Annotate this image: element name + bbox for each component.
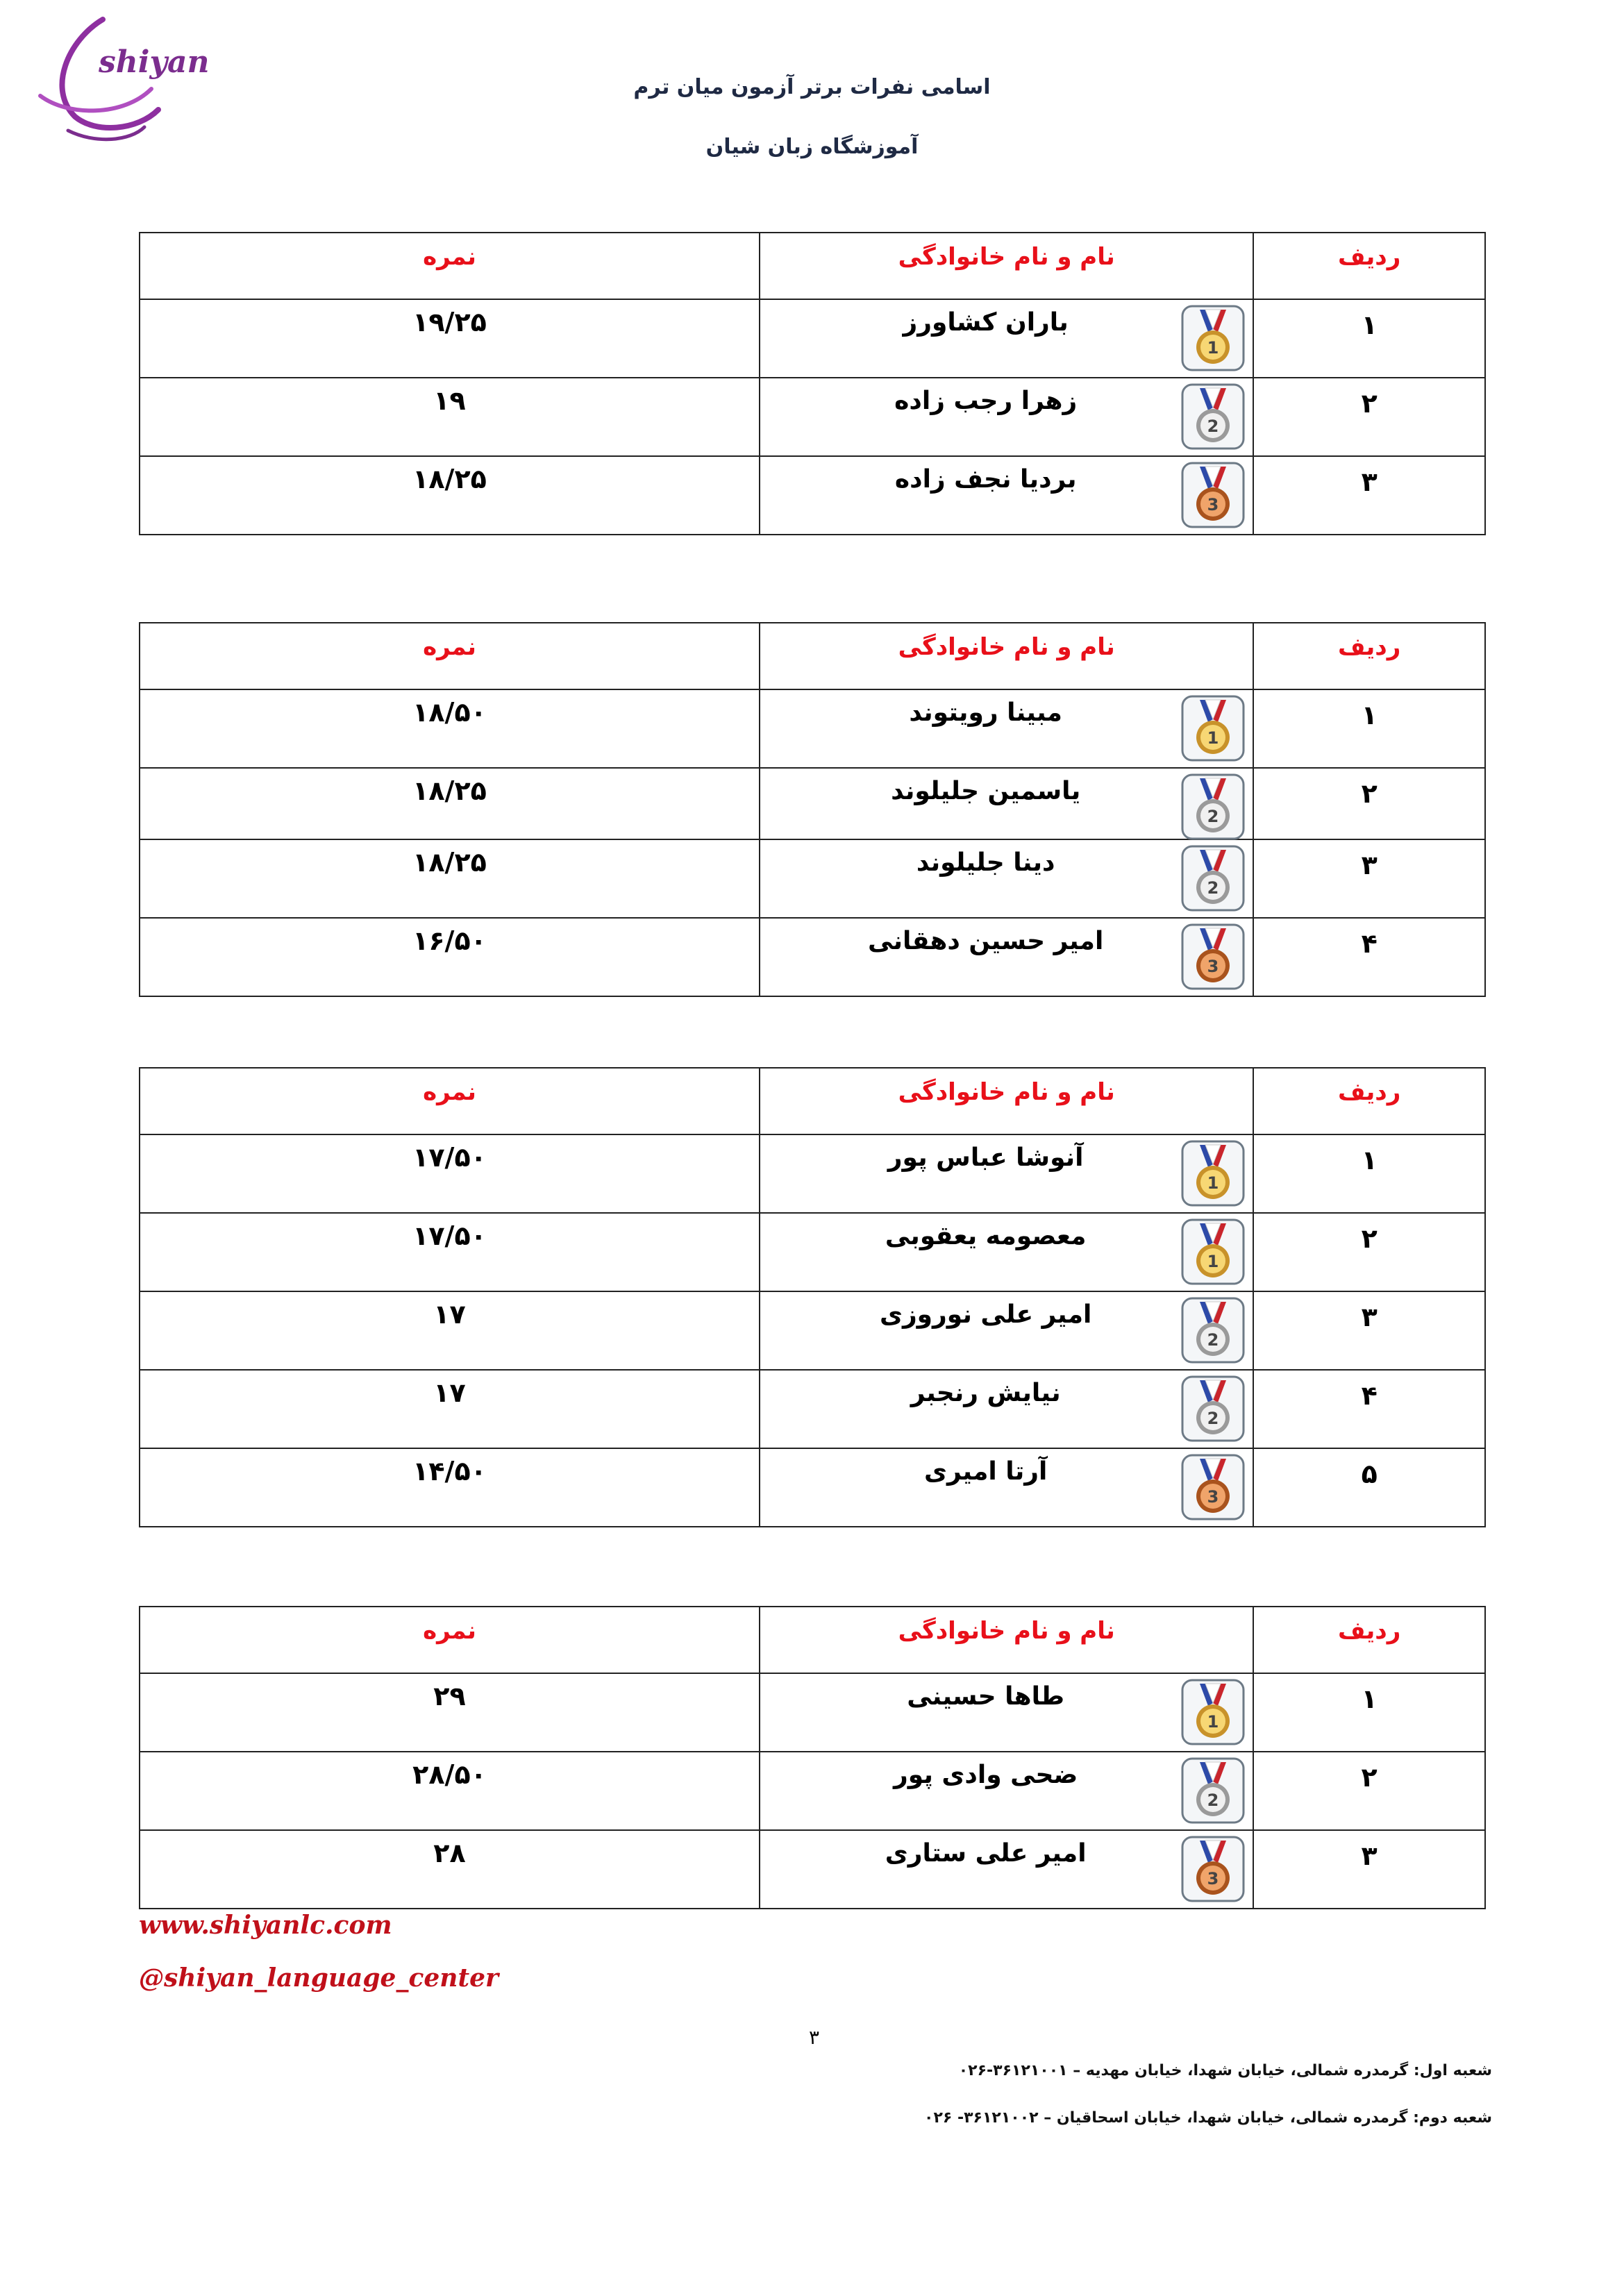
row-index: ۱ [1253, 299, 1485, 378]
column-header-score: نمره [140, 233, 760, 299]
student-name: زهرا رجب زاده [894, 387, 1078, 415]
score: ۱۷ [140, 1291, 760, 1370]
column-header-score: نمره [140, 1607, 760, 1673]
score: ۱۹ [140, 378, 760, 456]
student-name: ضحی وادی پور [894, 1761, 1078, 1789]
bronze-medal-icon [1180, 461, 1246, 529]
column-header-row: ردیف [1253, 233, 1485, 299]
silver-medal-icon [1180, 1296, 1246, 1364]
silver-medal-icon [1180, 844, 1246, 912]
branch-address-2: شعبه دوم: گرمدره شمالی، خیابان شهدا، خیابان اسحاقیان – ۳۶۱۲۱۰۰۲- ۰۲۶ [924, 2109, 1492, 2127]
student-name-cell [760, 689, 1253, 768]
table-row [140, 299, 1485, 378]
svg-text:1: 1 [1207, 728, 1219, 748]
silver-medal-icon [1180, 1757, 1246, 1825]
row-index: ۱ [1253, 689, 1485, 768]
ranking-table [139, 1067, 1486, 1527]
student-name-cell [760, 1213, 1253, 1291]
column-header-name: نام و نام خانوادگی [760, 1068, 1253, 1134]
row-index: ۴ [1253, 1370, 1485, 1448]
svg-text:2: 2 [1207, 1409, 1219, 1428]
student-name: دینا جلیلوند [916, 848, 1055, 877]
table-row [140, 456, 1485, 535]
row-index: ۲ [1253, 768, 1485, 839]
student-name: نیایش رنجبر [910, 1379, 1061, 1407]
table-row [140, 918, 1485, 996]
student-name-cell [760, 1134, 1253, 1213]
column-header-row: ردیف [1253, 1068, 1485, 1134]
svg-text:1: 1 [1207, 1712, 1219, 1732]
svg-text:2: 2 [1207, 807, 1219, 826]
score: ۲۹ [140, 1673, 760, 1752]
row-index: ۳ [1253, 1291, 1485, 1370]
student-name: مبینا رویتوند [909, 698, 1062, 727]
column-header-score: نمره [140, 623, 760, 689]
score: ۱۷/۵۰ [140, 1213, 760, 1291]
row-index: ۲ [1253, 378, 1485, 456]
bronze-medal-icon [1180, 923, 1246, 991]
row-index: ۵ [1253, 1448, 1485, 1527]
table-row [140, 1213, 1485, 1291]
svg-text:3: 3 [1207, 1487, 1219, 1507]
branch-address-1: شعبه اول: گرمدره شمالی، خیابان شهدا، خیابان مهدیه – ۳۶۱۲۱۰۰۱-۰۲۶ [958, 2062, 1492, 2079]
gold-medal-icon [1180, 304, 1246, 372]
column-header-row: ردیف [1253, 1607, 1485, 1673]
score: ۱۸/۵۰ [140, 689, 760, 768]
score: ۲۸/۵۰ [140, 1752, 760, 1830]
score: ۲۸ [140, 1830, 760, 1909]
student-name: معصومه یعقوبی [885, 1222, 1087, 1250]
student-name: امیر حسین دهقانی [868, 927, 1104, 955]
svg-text:1: 1 [1207, 338, 1219, 358]
page-subtitle: آموزشگاه زبان شیان [705, 135, 919, 159]
table-row [140, 1673, 1485, 1752]
row-index: ۱ [1253, 1134, 1485, 1213]
row-index: ۱ [1253, 1673, 1485, 1752]
logo-wordmark: shiyan [99, 44, 210, 80]
row-index: ۲ [1253, 1752, 1485, 1830]
student-name-cell [760, 839, 1253, 918]
svg-text:2: 2 [1207, 1791, 1219, 1810]
table-row [140, 1291, 1485, 1370]
silver-medal-icon [1180, 1375, 1246, 1443]
column-header-name: نام و نام خانوادگی [760, 623, 1253, 689]
svg-text:1: 1 [1207, 1173, 1219, 1193]
score: ۱۴/۵۰ [140, 1448, 760, 1527]
student-name: باران کشاورز [903, 308, 1069, 337]
student-name: امیر علی ستاری [885, 1839, 1087, 1868]
student-name: آرتا امیری [923, 1457, 1048, 1486]
student-name: یاسمین جلیلوند [891, 777, 1081, 805]
score: ۱۹/۲۵ [140, 299, 760, 378]
ranking-table [139, 1606, 1486, 1909]
table-row [140, 378, 1485, 456]
row-index: ۴ [1253, 918, 1485, 996]
page-title: اسامی نفرات برتر آزمون میان ترم [633, 75, 991, 99]
row-index: ۳ [1253, 1830, 1485, 1909]
row-index: ۳ [1253, 839, 1485, 918]
silver-medal-icon [1180, 773, 1246, 841]
gold-medal-icon [1180, 1218, 1246, 1286]
student-name: بردیا نجف زاده [894, 465, 1077, 494]
website-link[interactable]: www.shiyanlc.com [139, 1911, 392, 1940]
bronze-medal-icon [1180, 1835, 1246, 1903]
score: ۱۷/۵۰ [140, 1134, 760, 1213]
student-name: طاها حسینی [907, 1682, 1065, 1711]
score: ۱۷ [140, 1370, 760, 1448]
score: ۱۸/۲۵ [140, 768, 760, 839]
column-header-name: نام و نام خانوادگی [760, 1607, 1253, 1673]
svg-text:2: 2 [1207, 417, 1219, 436]
svg-text:1: 1 [1207, 1252, 1219, 1271]
gold-medal-icon [1180, 694, 1246, 762]
student-name-cell [760, 456, 1253, 535]
row-index: ۲ [1253, 1213, 1485, 1291]
row-index: ۳ [1253, 456, 1485, 535]
table-row [140, 1752, 1485, 1830]
ranking-table [139, 232, 1486, 535]
student-name: امیر علی نوروزی [879, 1300, 1092, 1329]
table-row [140, 1370, 1485, 1448]
svg-text:3: 3 [1207, 495, 1219, 514]
page-number: ۳ [809, 2026, 820, 2049]
table-header-row [140, 233, 1485, 299]
student-name-cell [760, 1752, 1253, 1830]
student-name-cell [760, 1291, 1253, 1370]
table-row [140, 1448, 1485, 1527]
table-row [140, 1134, 1485, 1213]
table-row [140, 768, 1485, 839]
student-name-cell [760, 918, 1253, 996]
svg-text:2: 2 [1207, 878, 1219, 898]
student-name-cell [760, 1830, 1253, 1909]
column-header-score: نمره [140, 1068, 760, 1134]
ranking-table [139, 622, 1486, 997]
score: ۱۶/۵۰ [140, 918, 760, 996]
table-header-row [140, 1068, 1485, 1134]
student-name-cell [760, 768, 1253, 839]
student-name-cell [760, 378, 1253, 456]
table-header-row [140, 1607, 1485, 1673]
bronze-medal-icon [1180, 1453, 1246, 1521]
table-header-row [140, 623, 1485, 689]
svg-text:3: 3 [1207, 1869, 1219, 1888]
student-name: آنوشا عباس پور [887, 1143, 1084, 1172]
instagram-handle[interactable]: @shiyan_language_center [139, 1963, 499, 1993]
student-name-cell [760, 299, 1253, 378]
score: ۱۸/۲۵ [140, 456, 760, 535]
silver-medal-icon [1180, 383, 1246, 451]
table-row [140, 1830, 1485, 1909]
svg-text:3: 3 [1207, 957, 1219, 976]
student-name-cell [760, 1370, 1253, 1448]
student-name-cell [760, 1448, 1253, 1527]
gold-medal-icon [1180, 1678, 1246, 1746]
table-row [140, 839, 1485, 918]
student-name-cell [760, 1673, 1253, 1752]
table-row [140, 689, 1485, 768]
gold-medal-icon [1180, 1139, 1246, 1207]
score: ۱۸/۲۵ [140, 839, 760, 918]
column-header-name: نام و نام خانوادگی [760, 233, 1253, 299]
column-header-row: ردیف [1253, 623, 1485, 689]
svg-text:2: 2 [1207, 1330, 1219, 1350]
